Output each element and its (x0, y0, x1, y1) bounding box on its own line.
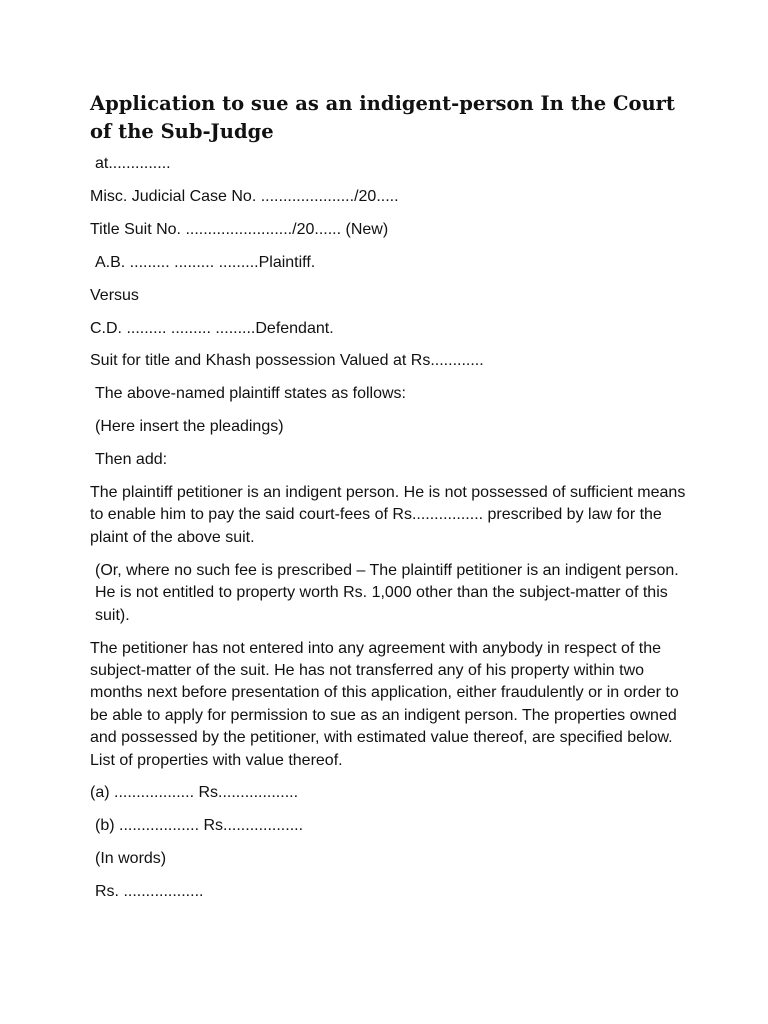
plaintiff-states-intro: The above-named plaintiff states as follows: (95, 385, 406, 403)
document-title: Application to sue as an indigent-person In the Court of the Sub-Judge (90, 92, 675, 143)
in-words-line: (In words) (95, 850, 167, 868)
defendant-line: C.D. ......... ......... .........Defendant. (90, 319, 334, 337)
plaintiff-line: A.B. ......... ......... .........Plaintiff. (95, 253, 316, 271)
misc-case-number: Misc. Judicial Case No. ...................../20..... (90, 187, 399, 205)
indigent-statement: The plaintiff petitioner is an indigent person. He is not possessed of sufficient means to enable him to pay the said court-fees of Rs................ prescribed by law for the plaint of the above suit. (90, 484, 690, 546)
property-item-b: (b) .................. Rs.................. (95, 817, 304, 835)
then-add-line: Then add: (95, 451, 168, 469)
suit-valuation: Suit for title and Khash possession Valued at Rs............ (90, 352, 484, 370)
location-line: at.............. (95, 155, 171, 172)
pleadings-placeholder: (Here insert the pleadings) (95, 418, 284, 436)
property-item-a: (a) .................. Rs.................. (90, 784, 299, 802)
alternative-statement: (Or, where no such fee is prescribed – The plaintiff petitioner is an indigent person. He is not entitled to property worth Rs. 1,000 other than the subject-matter of this suit). (95, 561, 684, 624)
total-amount-line: Rs. .................. (95, 883, 204, 901)
versus-line: Versus (90, 286, 139, 304)
document-page (90, 90, 690, 914)
no-transfer-statement: The petitioner has not entered into any agreement with anybody in respect of the subject-matter of the suit. He has not transferred any of his property within two months next before presentation of this application, either fraudulently or in order to be able to apply for permission to sue as an indigent person. The properties owned and possessed by the petitioner, with estimated value thereof, are specified below. List of properties with value thereof. (90, 639, 684, 769)
title-suit-number: Title Suit No. ......................../20...... (New) (90, 220, 389, 238)
